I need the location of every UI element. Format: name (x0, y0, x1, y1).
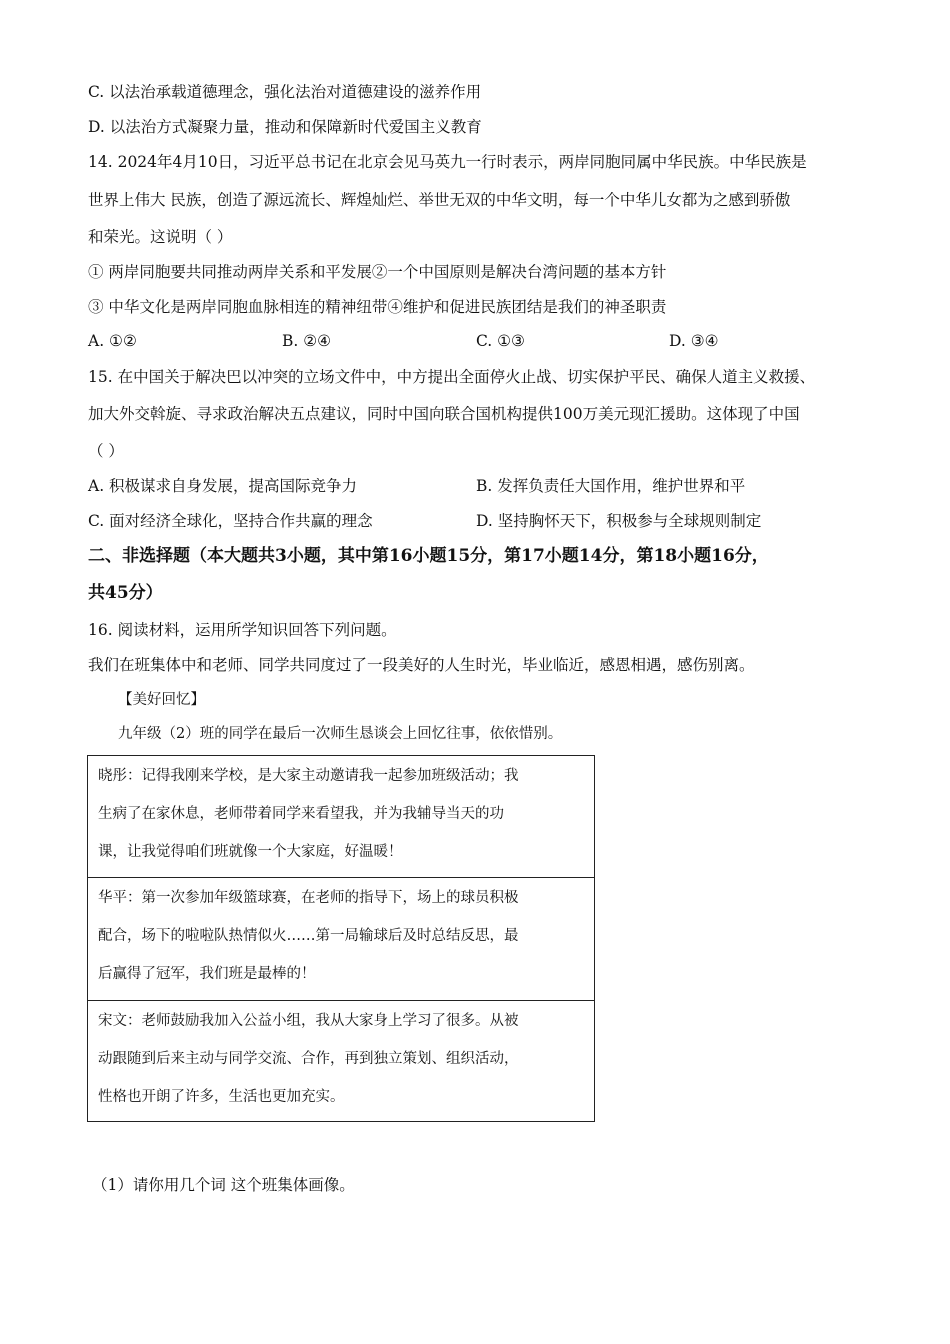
memory-text-line: 性格也开朗了许多，生活也更加充实。 (98, 1089, 345, 1105)
memory-cell-xiaotong (88, 756, 594, 878)
q16-heading: 【美好回忆】 (118, 692, 205, 708)
memory-text-line: 宋文：老师鼓励我加入公益小组，我从大家身上学习了很多。从被 (98, 1013, 519, 1029)
q16-material: 我们在班集体中和老师、同学共同度过了一段美好的人生时光，毕业临近，感恩相遇，感伤别离。 (88, 656, 755, 674)
q14-statement-1-2: ① 两岸同胞要共同推动两岸关系和平发展②一个中国原则是解决台湾问题的基本方针 (88, 263, 667, 281)
q14-stem-line1: 14. 2024年4月10日，习近平总书记在北京会见马英九一行时表示，两岸同胞同属中华民族。中华民族是 (88, 153, 807, 171)
q16-intro: 16. 阅读材料，运用所学知识回答下列问题。 (88, 621, 397, 639)
memory-cell-huaping (88, 878, 594, 1001)
q14-option-a: A. ①② (88, 332, 137, 350)
q15-stem-line1: 15. 在中国关于解决巴以冲突的立场文件中，中方提出全面停火止战、切实保护平民、确保人道主义救援、 (88, 368, 816, 386)
q15-option-a: A. 积极谋求自身发展，提高国际竞争力 (88, 477, 358, 495)
q15-option-d: D. 坚持胸怀天下，积极参与全球规则制定 (476, 512, 762, 530)
q14-stem-line2: 世界上伟大 民族，创造了源远流长、辉煌灿烂、举世无双的中华文明，每一个中华儿女都为之感到骄傲 (88, 191, 791, 209)
q14-option-b: B. ②④ (282, 332, 332, 350)
memory-text-line: 动跟随到后来主动与同学交流、合作，再到独立策划、组织活动， (98, 1051, 519, 1067)
memory-cell-songwen (88, 1001, 594, 1121)
memory-text-line: 课，让我觉得咱们班就像一个大家庭，好温暖！ (98, 844, 403, 860)
q15-stem-line3: （ ） (88, 442, 124, 460)
q14-stem-line3: 和荣光。这说明（ ） (88, 228, 233, 246)
memories-table (87, 755, 595, 1122)
q15-option-b: B. 发挥负责任大国作用，维护世界和平 (476, 477, 746, 495)
section-heading-line2: 共45分） (88, 583, 163, 603)
section-heading-line1: 二、非选择题（本大题共3小题，其中第16小题15分，第17小题14分，第18小题16分， (88, 546, 769, 566)
q15-option-c: C. 面对经济全球化，坚持合作共赢的理念 (88, 512, 373, 530)
memory-text-line: 后赢得了冠军，我们班是最棒的！ (98, 966, 316, 982)
q14-statement-3-4: ③ 中华文化是两岸同胞血脉相连的精神纽带④维护和促进民族团结是我们的神圣职责 (88, 298, 667, 316)
memory-text-line: 晓彤：记得我刚来学校，是大家主动邀请我一起参加班级活动；我 (98, 768, 519, 784)
q16-subquestion-1: （1）请你用几个词 这个班集体画像。 (92, 1176, 355, 1194)
q14-option-d: D. ③④ (669, 332, 719, 350)
q16-lead: 九年级（2）班的同学在最后一次师生恳谈会上回忆往事，依依惜别。 (118, 726, 563, 742)
memory-text-line: 华平：第一次参加年级篮球赛，在老师的指导下，场上的球员积极 (98, 890, 519, 906)
q13-option-d: D. 以法治方式凝聚力量，推动和保障新时代爱国主义教育 (88, 118, 482, 136)
memory-text-line: 生病了在家休息，老师带着同学来看望我，并为我辅导当天的功 (98, 806, 504, 822)
q14-option-c: C. ①③ (476, 332, 525, 350)
q15-stem-line2: 加大外交斡旋、寻求政治解决五点建议，同时中国向联合国机构提供100万美元现汇援助。这体现了中国 (88, 405, 800, 423)
memory-text-line: 配合，场下的啦啦队热情似火……第一局输球后及时总结反思，最 (98, 928, 519, 944)
q13-option-c: C. 以法治承载道德理念，强化法治对道德建设的滋养作用 (88, 83, 482, 101)
